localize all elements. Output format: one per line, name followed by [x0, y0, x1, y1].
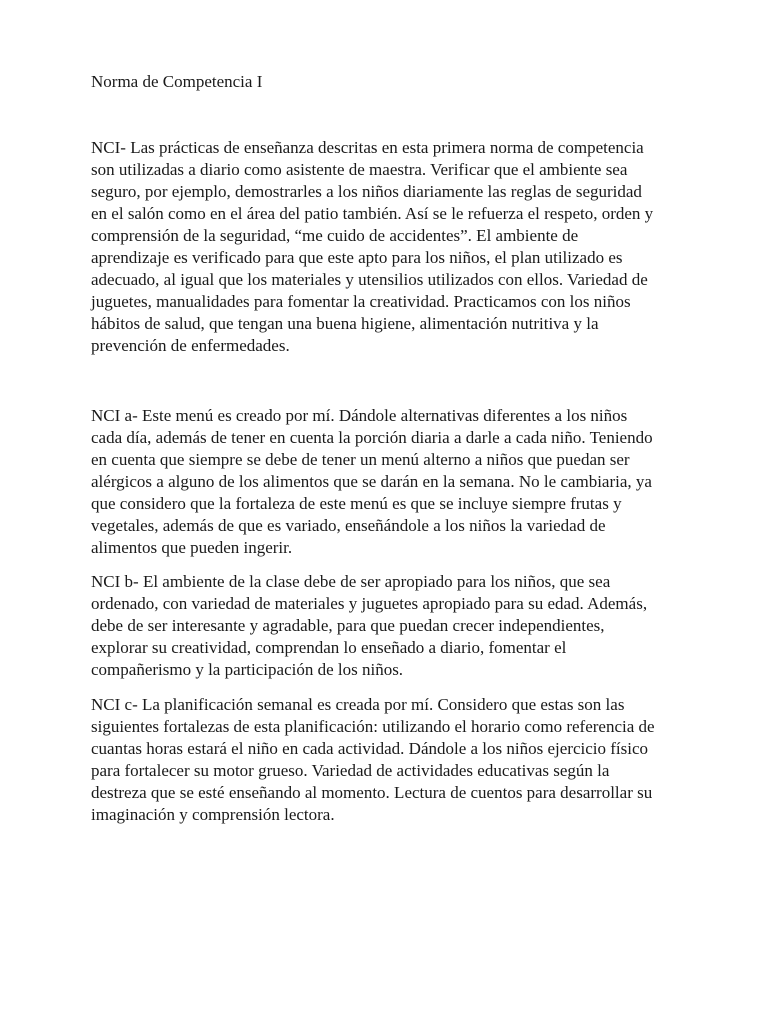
paragraph-nci-c — [91, 694, 681, 826]
paragraph-line: juguetes, manualidades para fomentar la creatividad. Practicamos con los niños — [91, 292, 631, 311]
paragraph-line: vegetales, además de que es variado, enseñándole a los niños la variedad de — [91, 516, 606, 535]
paragraph-line: en cuenta que siempre se debe de tener un menú alterno a niños que puedan ser — [91, 450, 630, 469]
paragraph-line: debe de ser interesante y agradable, para que puedan crecer independientes, — [91, 616, 605, 635]
paragraph-line: adecuado, al igual que los materiales y utensilios utilizados con ellos. Variedad de — [91, 270, 648, 289]
paragraph-line: explorar su creatividad, comprendan lo enseñado a diario, fomentar el — [91, 638, 567, 657]
paragraph-line: imaginación y comprensión lectora. — [91, 805, 335, 824]
paragraph-line: NCI c- La planificación semanal es creada por mí. Considero que estas son las — [91, 695, 625, 714]
paragraph-line: comprensión de la seguridad, “me cuido de accidentes”. El ambiente de — [91, 226, 579, 245]
paragraph-line: en el salón como en el área del patio también. Así se le refuerza el respeto, orden y — [91, 204, 654, 223]
paragraph-nci — [91, 137, 681, 357]
document-title: Norma de Competencia I — [91, 72, 263, 91]
paragraph-line: siguientes fortalezas de esta planificación: utilizando el horario como referencia de — [91, 717, 655, 736]
paragraph-line: para fortalecer su motor grueso. Variedad de actividades educativas según la — [91, 761, 610, 780]
paragraph-line: compañerismo y la participación de los niños. — [91, 660, 404, 679]
paragraph-nci-b — [91, 571, 681, 681]
paragraph-line: alimentos que pueden ingerir. — [91, 538, 293, 557]
paragraph-line: ordenado, con variedad de materiales y juguetes apropiado para su edad. Además, — [91, 594, 648, 613]
paragraph-line: cada día, además de tener en cuenta la porción diaria a darle a cada niño. Teniendo — [91, 428, 653, 447]
paragraph-line: aprendizaje es verificado para que este apto para los niños, el plan utilizado es — [91, 248, 623, 267]
paragraph-line: son utilizadas a diario como asistente de maestra. Verificar que el ambiente sea — [91, 160, 628, 179]
paragraph-line: prevención de enfermedades. — [91, 336, 290, 355]
paragraph-line: cuantas horas estará el niño en cada actividad. Dándole a los niños ejercicio físico — [91, 739, 649, 758]
paragraph-line: alérgicos a alguno de los alimentos que se darán en la semana. No le cambiaria, ya — [91, 472, 652, 491]
paragraph-nci-a — [91, 405, 681, 559]
paragraph-line: NCI b- El ambiente de la clase debe de ser apropiado para los niños, que sea — [91, 572, 611, 591]
paragraph-line: NCI- Las prácticas de enseñanza descritas en esta primera norma de competencia — [91, 138, 644, 157]
paragraph-line: que considero que la fortaleza de este menú es que se incluye siempre frutas y — [91, 494, 622, 513]
paragraph-line: seguro, por ejemplo, demostrarles a los niños diariamente las reglas de seguridad — [91, 182, 642, 201]
paragraph-line: hábitos de salud, que tengan una buena higiene, alimentación nutritiva y la — [91, 314, 599, 333]
paragraph-line: NCI a- Este menú es creado por mí. Dándole alternativas diferentes a los niños — [91, 406, 628, 425]
paragraph-line: destreza que se esté enseñando al momento. Lectura de cuentos para desarrollar su — [91, 783, 653, 802]
